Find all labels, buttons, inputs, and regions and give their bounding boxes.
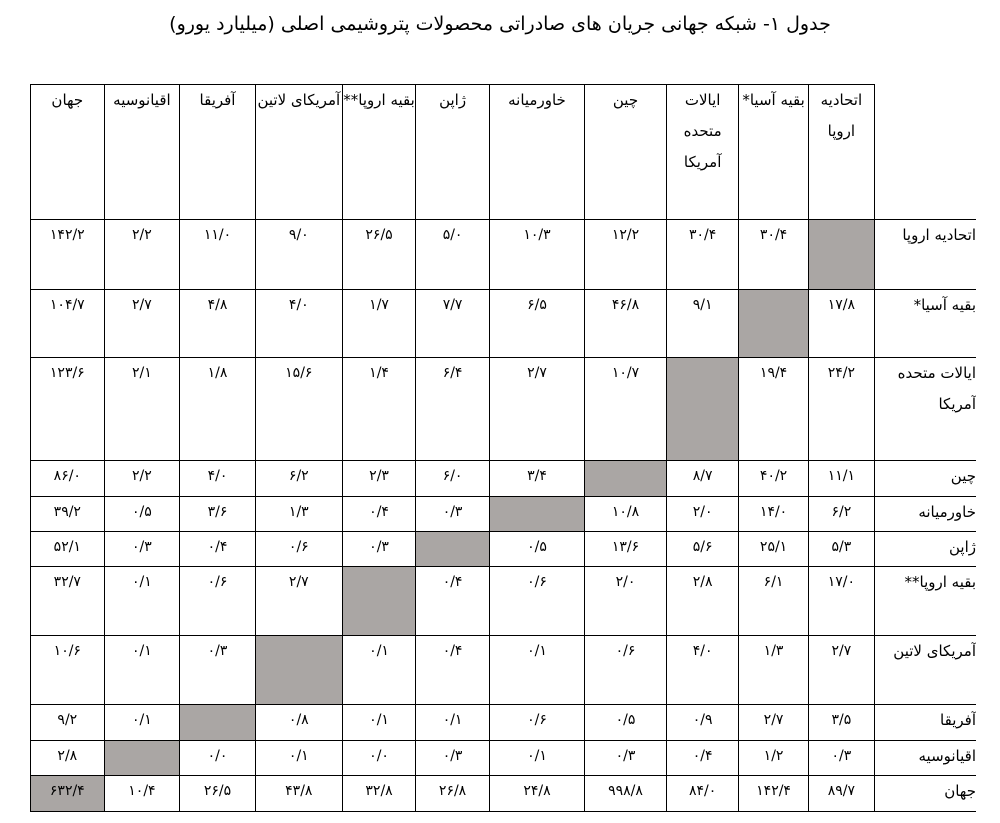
table-title: جدول ۱- شبکه جهانی جریان های صادراتی محصولات پتروشیمی اصلی (میلیارد یورو) xyxy=(169,13,831,35)
table-cell: ۰/۳ xyxy=(342,532,416,567)
diagonal-cell: ۶۳۲/۴ xyxy=(31,776,105,812)
table-cell: ۰/۰ xyxy=(180,741,256,776)
row-label: ژاپن xyxy=(875,532,976,567)
table-cell: ۱۳/۶ xyxy=(585,532,667,567)
column-header-label: ژاپن xyxy=(439,91,467,109)
table-cell: ۱/۳ xyxy=(255,497,342,532)
table-cell: ۲/۷ xyxy=(808,636,874,705)
table-cell: ۲۴/۲ xyxy=(808,358,874,461)
column-header xyxy=(342,85,416,220)
table-cell: ۶/۰ xyxy=(416,461,490,497)
table-cell: ۰/۱ xyxy=(489,636,584,705)
table-cell: ۹/۰ xyxy=(255,220,342,290)
table-cell: ۱۴/۰ xyxy=(739,497,808,532)
table-cell: ۰/۳ xyxy=(808,741,874,776)
table-cell: ۲/۸ xyxy=(666,567,738,636)
table-row xyxy=(31,497,977,532)
row-label: جهان xyxy=(875,776,976,812)
table-cell: ۰/۱ xyxy=(489,741,584,776)
table-cell: ۲/۷ xyxy=(104,290,180,358)
diagonal-cell xyxy=(342,567,416,636)
table-cell: ۱۲/۲ xyxy=(585,220,667,290)
table-cell: ۲/۸ xyxy=(31,741,105,776)
table-cell: ۱۷/۸ xyxy=(808,290,874,358)
column-header-label: آمریکای لاتین xyxy=(257,91,341,109)
table-cell: ۴۳/۸ xyxy=(255,776,342,812)
table-cell: ۱۱/۱ xyxy=(808,461,874,497)
table-cell: ۳/۵ xyxy=(808,705,874,741)
column-header xyxy=(808,85,874,220)
table-cell: ۱۷/۰ xyxy=(808,567,874,636)
table-cell: ۰/۵ xyxy=(104,497,180,532)
table-cell: ۹/۱ xyxy=(666,290,738,358)
column-header-label: آفریقا xyxy=(199,91,236,109)
diagonal-cell xyxy=(739,290,808,358)
table-cell: ۰/۴ xyxy=(416,567,490,636)
table-cell: ۰/۶ xyxy=(585,636,667,705)
table-cell: ۱۰/۴ xyxy=(104,776,180,812)
table-cell: ۰/۴ xyxy=(180,532,256,567)
table-cell: ۰/۳ xyxy=(416,741,490,776)
table-cell: ۰/۶ xyxy=(489,705,584,741)
table-cell: ۶/۱ xyxy=(739,567,808,636)
table-cell: ۸/۷ xyxy=(666,461,738,497)
row-label: بقیه اروپا** xyxy=(875,567,976,636)
table-cell: ۰/۶ xyxy=(255,532,342,567)
diagonal-cell xyxy=(489,497,584,532)
table-cell: ۰/۱ xyxy=(104,636,180,705)
table-row xyxy=(31,741,977,776)
table-cell: ۴/۰ xyxy=(255,290,342,358)
table-cell: ۱۱/۰ xyxy=(180,220,256,290)
table-cell: ۳/۶ xyxy=(180,497,256,532)
table-cell: ۲/۲ xyxy=(104,461,180,497)
table-cell: ۸۹/۷ xyxy=(808,776,874,812)
table-cell: ۷/۷ xyxy=(416,290,490,358)
table-cell: ۲/۰ xyxy=(666,497,738,532)
table-row xyxy=(31,567,977,636)
table-cell: ۳۰/۴ xyxy=(666,220,738,290)
table-cell: ۳۲/۷ xyxy=(31,567,105,636)
corner-cell xyxy=(875,85,976,220)
row-label: اقیانوسیه xyxy=(875,741,976,776)
table-cell: ۵/۶ xyxy=(666,532,738,567)
table-cell: ۰/۱ xyxy=(416,705,490,741)
table-cell: ۱۹/۴ xyxy=(739,358,808,461)
table-cell: ۳۲/۸ xyxy=(342,776,416,812)
row-label: ایالات متحده آمریکا xyxy=(875,358,976,461)
table-cell: ۰/۱ xyxy=(342,636,416,705)
table-cell: ۲/۱ xyxy=(104,358,180,461)
column-header xyxy=(31,85,105,220)
table-row xyxy=(31,290,977,358)
table-cell: ۰/۴ xyxy=(416,636,490,705)
row-label: آفریقا xyxy=(875,705,976,741)
table-cell: ۶/۲ xyxy=(808,497,874,532)
table-cell: ۲۵/۱ xyxy=(739,532,808,567)
column-header-label: بقیه اروپا** xyxy=(343,91,415,109)
table-cell: ۶/۲ xyxy=(255,461,342,497)
row-label: خاورمیانه xyxy=(875,497,976,532)
table-cell: ۳۹/۲ xyxy=(31,497,105,532)
table-cell: ۰/۱ xyxy=(104,567,180,636)
export-flows-table xyxy=(30,84,976,812)
diagonal-cell xyxy=(666,358,738,461)
table-cell: ۰/۳ xyxy=(104,532,180,567)
table-cell: ۵/۳ xyxy=(808,532,874,567)
column-header xyxy=(255,85,342,220)
column-header xyxy=(180,85,256,220)
table-cell: ۵۲/۱ xyxy=(31,532,105,567)
table-cell: ۱۰/۸ xyxy=(585,497,667,532)
table-cell: ۲۶/۵ xyxy=(342,220,416,290)
table-cell: ۰/۶ xyxy=(489,567,584,636)
diagonal-cell xyxy=(104,741,180,776)
column-header-label: جهان xyxy=(51,91,84,109)
column-header xyxy=(104,85,180,220)
row-label: آمریکای لاتین xyxy=(875,636,976,705)
table-row xyxy=(31,636,977,705)
table-cell: ۰/۳ xyxy=(180,636,256,705)
table-row xyxy=(31,532,977,567)
table-cell: ۰/۳ xyxy=(416,497,490,532)
column-header-label: اقیانوسیه xyxy=(113,91,171,109)
row-label: بقیه آسیا* xyxy=(875,290,976,358)
table-cell: ۳۰/۴ xyxy=(739,220,808,290)
table-cell: ۱۰/۶ xyxy=(31,636,105,705)
row-label: اتحادیه اروپا xyxy=(875,220,976,290)
table-row xyxy=(31,220,977,290)
flows-table-frame xyxy=(30,84,976,816)
table-cell: ۶/۴ xyxy=(416,358,490,461)
table-cell: ۱/۲ xyxy=(739,741,808,776)
table-cell: ۲۶/۸ xyxy=(416,776,490,812)
table-cell: ۰/۳ xyxy=(585,741,667,776)
table-cell: ۹۹۸/۸ xyxy=(585,776,667,812)
column-header-label: ایالات متحده آمریکا xyxy=(683,91,722,171)
table-cell: ۰/۰ xyxy=(342,741,416,776)
column-header-label: چین xyxy=(612,91,639,109)
table-cell: ۰/۱ xyxy=(104,705,180,741)
table-cell: ۸۴/۰ xyxy=(666,776,738,812)
table-cell: ۹/۲ xyxy=(31,705,105,741)
table-cell: ۱۴۲/۴ xyxy=(739,776,808,812)
table-cell: ۰/۹ xyxy=(666,705,738,741)
table-cell: ۰/۴ xyxy=(666,741,738,776)
table-cell: ۲/۲ xyxy=(104,220,180,290)
table-row xyxy=(31,358,977,461)
column-header xyxy=(739,85,808,220)
column-header xyxy=(416,85,490,220)
table-cell: ۱/۴ xyxy=(342,358,416,461)
table-cell: ۰/۴ xyxy=(342,497,416,532)
table-cell: ۱/۳ xyxy=(739,636,808,705)
table-cell: ۰/۸ xyxy=(255,705,342,741)
table-cell: ۰/۱ xyxy=(255,741,342,776)
table-row xyxy=(31,705,977,741)
table-cell: ۲/۰ xyxy=(585,567,667,636)
table-cell: ۴/۰ xyxy=(666,636,738,705)
row-label: چین xyxy=(875,461,976,497)
table-cell: ۲/۷ xyxy=(739,705,808,741)
table-cell: ۰/۵ xyxy=(489,532,584,567)
table-cell: ۲/۷ xyxy=(255,567,342,636)
table-cell: ۰/۱ xyxy=(342,705,416,741)
table-cell: ۱۰/۳ xyxy=(489,220,584,290)
column-header xyxy=(666,85,738,220)
table-cell: ۸۶/۰ xyxy=(31,461,105,497)
column-header xyxy=(489,85,584,220)
table-cell: ۱۰/۷ xyxy=(585,358,667,461)
table-row xyxy=(31,461,977,497)
table-cell: ۲۶/۵ xyxy=(180,776,256,812)
table-cell: ۲/۳ xyxy=(342,461,416,497)
table-cell: ۴۰/۲ xyxy=(739,461,808,497)
table-cell: ۲/۷ xyxy=(489,358,584,461)
table-cell: ۱۴۲/۲ xyxy=(31,220,105,290)
table-cell: ۲۴/۸ xyxy=(489,776,584,812)
table-cell: ۰/۵ xyxy=(585,705,667,741)
table-cell: ۴۶/۸ xyxy=(585,290,667,358)
table-cell: ۰/۶ xyxy=(180,567,256,636)
column-header-label: خاورمیانه xyxy=(508,91,566,109)
table-cell: ۳/۴ xyxy=(489,461,584,497)
column-header xyxy=(585,85,667,220)
column-header-label: اتحادیه اروپا xyxy=(820,91,863,140)
diagonal-cell xyxy=(808,220,874,290)
diagonal-cell xyxy=(255,636,342,705)
diagonal-cell xyxy=(585,461,667,497)
table-row xyxy=(31,776,977,812)
table-cell: ۱۲۳/۶ xyxy=(31,358,105,461)
table-cell: ۱۵/۶ xyxy=(255,358,342,461)
header-row xyxy=(31,85,977,220)
column-header-label: بقیه آسیا* xyxy=(742,91,805,109)
table-cell: ۴/۸ xyxy=(180,290,256,358)
table-cell: ۱۰۴/۷ xyxy=(31,290,105,358)
diagonal-cell xyxy=(416,532,490,567)
table-cell: ۴/۰ xyxy=(180,461,256,497)
diagonal-cell xyxy=(180,705,256,741)
table-cell: ۱/۸ xyxy=(180,358,256,461)
table-cell: ۶/۵ xyxy=(489,290,584,358)
table-cell: ۵/۰ xyxy=(416,220,490,290)
table-cell: ۱/۷ xyxy=(342,290,416,358)
